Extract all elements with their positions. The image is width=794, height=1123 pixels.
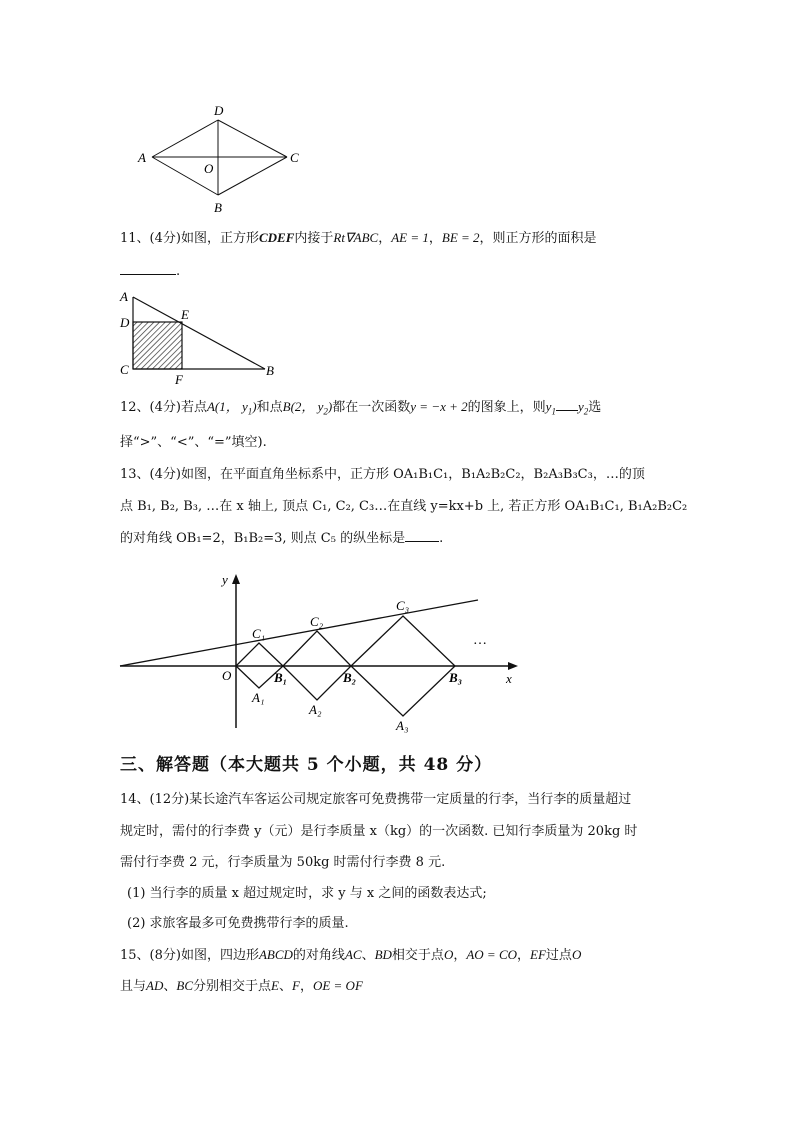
label-f: F: [175, 372, 183, 387]
label-c: C: [120, 362, 129, 377]
label-d: D: [120, 315, 130, 330]
line-kx-b: [120, 600, 478, 666]
answer-blank-13[interactable]: [405, 529, 439, 542]
rhombus-edge-dc: [218, 120, 287, 157]
label-a: A: [138, 150, 146, 165]
label-a1: A₁: [252, 690, 265, 705]
axis-y-label: y: [222, 572, 228, 587]
label-d: D: [214, 103, 224, 118]
label-c2: C₂: [310, 614, 324, 629]
question-15-line-1: 15、(8分)如图，四边形ABCD的对角线AC、BD相交于点O，AO = CO，EF过点O: [120, 947, 582, 963]
question-13-line-3: 的对角线 OB₁=2，B₁B₂=3, 则点 C₅ 的纵坐标是 .: [120, 531, 444, 546]
question-14-part-1: (1) 当行李的质量 x 超过规定时，求 y 与 x 之间的函数表达式;: [127, 886, 487, 901]
label-b1: B₁: [274, 670, 288, 685]
label-c3: C₃: [396, 598, 410, 613]
answer-blank-12[interactable]: [556, 398, 578, 411]
question-14-part-2: (2) 求旅客最多可免费携带行李的质量.: [127, 916, 349, 931]
coordinate-squares-figure: [118, 568, 528, 738]
label-e: E: [181, 307, 189, 322]
question-13-line-2: 点 B₁, B₂, B₃, …在 x 轴上, 顶点 C₁, C₂, C₃…在直线 y=kx+b 上, 若正方形 OA₁B₁C₁, B₁A₂B₂C₂: [120, 499, 688, 514]
axis-x-label: x: [506, 671, 512, 686]
label-c: C: [290, 150, 299, 165]
label-a: A: [120, 289, 128, 304]
label-b3: B₃: [449, 670, 463, 685]
question-11-line-2: .: [120, 262, 180, 281]
question-13-line-1: 13、(4分)如图，在平面直角坐标系中，正方形 OA₁B₁C₁，B₁A₂B₂C₂，B₂A₃B₃C₃，…的顶: [120, 467, 645, 482]
question-14-line-1: 14、(12分)某长途汽车客运公司规定旅客可免费携带一定质量的行李，当行李的质量超过: [120, 792, 632, 807]
x-axis-arrow: [508, 662, 518, 670]
label-b: B: [214, 200, 222, 215]
label-b: B: [266, 363, 274, 378]
y-axis-arrow: [232, 574, 240, 584]
question-12-line-2: 择“>”、“<”、“=”填空).: [120, 435, 267, 450]
label-o: O: [204, 161, 214, 176]
answer-blank-11[interactable]: [120, 262, 176, 275]
inscribed-square: [133, 322, 182, 369]
label-c1: C₁: [252, 626, 266, 641]
question-11-line-1: 11、(4分)如图，正方形CDEF内接于Rt∇ABC，AE = 1，BE = 2，则正方形的面积是: [120, 230, 597, 246]
triangle-square-figure: [115, 287, 285, 387]
rhombus-edge-ad: [152, 120, 218, 157]
question-14-line-2: 规定时，需付的行李费 y（元）是行李质量 x（kg）的一次函数. 已知行李质量为 20kg 时: [120, 824, 638, 839]
question-14-line-3: 需付行李费 2 元，行李质量为 50kg 时需付行李费 8 元.: [120, 855, 446, 870]
rhombus-edge-cb: [218, 157, 287, 195]
question-12-line-1: 12、(4分)若点A(1， $y_1$)和点B(2， $y_2$)都在一次函数y = −x + 2的图象上，则$y_1$ $y_2$选: [120, 399, 602, 417]
label-a2: A₂: [309, 702, 322, 717]
question-15-line-2: 且与AD、BC分别相交于点E、F，OE = OF: [120, 978, 363, 994]
rhombus-figure: [130, 100, 310, 218]
label-b2: B₂: [343, 670, 357, 685]
ellipsis: …: [473, 633, 487, 648]
origin-label: O: [222, 668, 232, 683]
label-a3: A₃: [396, 718, 409, 733]
section-3-heading: 三、解答题（本大题共 5 个小题，共 48 分）: [120, 755, 493, 775]
